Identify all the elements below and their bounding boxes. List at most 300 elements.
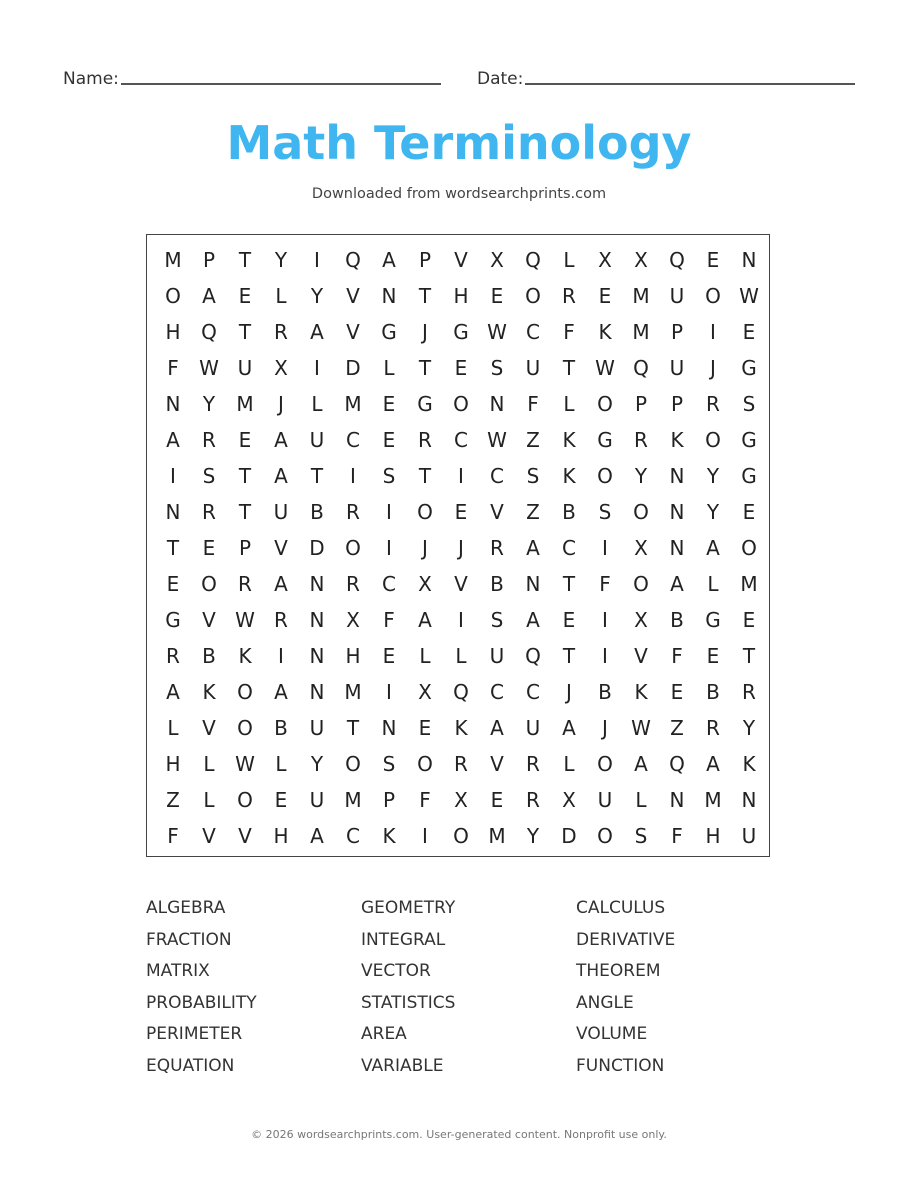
grid-letter[interactable]: U bbox=[237, 356, 253, 380]
grid-letter[interactable]: K bbox=[742, 752, 756, 776]
grid-letter[interactable]: L bbox=[383, 356, 395, 380]
grid-letter[interactable]: A bbox=[274, 464, 288, 488]
grid-letter[interactable]: N bbox=[309, 608, 325, 632]
grid-letter[interactable]: L bbox=[275, 284, 287, 308]
grid-letter[interactable]: V bbox=[202, 824, 216, 848]
grid-letter[interactable]: O bbox=[705, 284, 721, 308]
grid-letter[interactable]: N bbox=[165, 500, 181, 524]
grid-letter[interactable]: N bbox=[669, 788, 685, 812]
grid-letter[interactable]: J bbox=[602, 716, 608, 740]
grid-letter[interactable]: R bbox=[562, 284, 576, 308]
grid-letter[interactable]: V bbox=[490, 500, 504, 524]
grid-letter[interactable]: G bbox=[741, 428, 757, 452]
grid-letter[interactable]: E bbox=[454, 356, 468, 380]
grid-letter[interactable]: H bbox=[165, 752, 181, 776]
grid-letter[interactable]: R bbox=[346, 500, 360, 524]
grid-letter[interactable]: E bbox=[742, 320, 756, 344]
grid-letter[interactable]: P bbox=[418, 248, 432, 272]
grid-letter[interactable]: A bbox=[562, 716, 576, 740]
grid-letter[interactable]: M bbox=[344, 392, 362, 416]
grid-letter[interactable]: O bbox=[417, 752, 433, 776]
grid-letter[interactable]: Q bbox=[201, 320, 217, 344]
grid-letter[interactable]: H bbox=[273, 824, 289, 848]
grid-letter[interactable]: A bbox=[706, 752, 720, 776]
grid-letter[interactable]: X bbox=[562, 788, 576, 812]
grid-letter[interactable]: F bbox=[671, 824, 683, 848]
grid-letter[interactable]: W bbox=[235, 752, 255, 776]
grid-letter[interactable]: V bbox=[634, 644, 648, 668]
grid-letter[interactable]: N bbox=[525, 572, 541, 596]
grid-letter[interactable]: R bbox=[706, 392, 720, 416]
grid-letter[interactable]: Y bbox=[202, 392, 216, 416]
grid-letter[interactable]: R bbox=[526, 752, 540, 776]
grid-letter[interactable]: I bbox=[314, 356, 320, 380]
grid-letter[interactable]: E bbox=[238, 284, 252, 308]
grid-letter[interactable]: E bbox=[238, 428, 252, 452]
grid-letter[interactable]: R bbox=[202, 500, 216, 524]
grid-letter[interactable]: E bbox=[166, 572, 180, 596]
grid-letter[interactable]: C bbox=[454, 428, 468, 452]
grid-letter[interactable]: P bbox=[238, 536, 252, 560]
grid-letter[interactable]: T bbox=[562, 572, 576, 596]
grid-letter[interactable]: S bbox=[598, 500, 612, 524]
grid-letter[interactable]: Y bbox=[742, 716, 756, 740]
grid-letter[interactable]: A bbox=[166, 428, 180, 452]
grid-letter[interactable]: E bbox=[490, 284, 504, 308]
grid-letter[interactable]: D bbox=[345, 356, 361, 380]
grid-letter[interactable]: M bbox=[488, 824, 506, 848]
grid-letter[interactable]: A bbox=[382, 248, 396, 272]
grid-letter[interactable]: Z bbox=[526, 428, 540, 452]
grid-letter[interactable]: A bbox=[202, 284, 216, 308]
grid-letter[interactable]: X bbox=[490, 248, 504, 272]
word-list-item: ANGLE bbox=[576, 992, 634, 1013]
grid-letter[interactable]: Z bbox=[670, 716, 684, 740]
grid-letter[interactable]: K bbox=[562, 464, 576, 488]
grid-letter[interactable]: H bbox=[345, 644, 361, 668]
grid-letter[interactable]: B bbox=[310, 500, 324, 524]
grid-letter[interactable]: K bbox=[634, 680, 648, 704]
grid-row bbox=[155, 350, 767, 386]
grid-letter[interactable]: E bbox=[706, 248, 720, 272]
grid-letter[interactable]: V bbox=[238, 824, 252, 848]
grid-letter[interactable]: Y bbox=[634, 464, 648, 488]
grid-letter[interactable]: E bbox=[418, 716, 432, 740]
grid-letter[interactable]: C bbox=[346, 824, 360, 848]
grid-letter[interactable]: V bbox=[346, 284, 360, 308]
grid-letter[interactable]: N bbox=[669, 500, 685, 524]
grid-letter[interactable]: N bbox=[309, 680, 325, 704]
grid-row bbox=[155, 818, 767, 854]
grid-letter[interactable]: F bbox=[599, 572, 611, 596]
grid-letter[interactable]: Z bbox=[166, 788, 180, 812]
grid-letter[interactable]: G bbox=[741, 464, 757, 488]
grid-letter[interactable]: S bbox=[382, 464, 396, 488]
grid-letter[interactable]: M bbox=[344, 680, 362, 704]
grid-letter[interactable]: I bbox=[602, 608, 608, 632]
grid-letter[interactable]: S bbox=[382, 752, 396, 776]
grid-letter[interactable]: A bbox=[526, 536, 540, 560]
grid-letter[interactable]: A bbox=[310, 320, 324, 344]
grid-letter[interactable]: V bbox=[274, 536, 288, 560]
grid-letter[interactable]: B bbox=[202, 644, 216, 668]
date-field[interactable] bbox=[525, 83, 855, 85]
grid-letter[interactable]: L bbox=[203, 752, 215, 776]
grid-letter[interactable]: K bbox=[598, 320, 612, 344]
grid-row bbox=[155, 638, 767, 674]
grid-letter[interactable]: O bbox=[165, 284, 181, 308]
grid-letter[interactable]: W bbox=[487, 320, 507, 344]
grid-letter[interactable]: G bbox=[705, 608, 721, 632]
grid-letter[interactable]: R bbox=[202, 428, 216, 452]
grid-letter[interactable]: E bbox=[382, 644, 396, 668]
grid-letter[interactable]: X bbox=[634, 608, 648, 632]
grid-letter[interactable]: R bbox=[238, 572, 252, 596]
grid-letter[interactable]: O bbox=[741, 536, 757, 560]
grid-letter[interactable]: S bbox=[490, 356, 504, 380]
grid-letter[interactable]: Q bbox=[669, 752, 685, 776]
grid-letter[interactable]: O bbox=[237, 716, 253, 740]
grid-letter[interactable]: P bbox=[382, 788, 396, 812]
grid-letter[interactable]: L bbox=[635, 788, 647, 812]
grid-letter[interactable]: X bbox=[418, 680, 432, 704]
grid-letter[interactable]: W bbox=[595, 356, 615, 380]
grid-letter[interactable]: P bbox=[634, 392, 648, 416]
grid-letter[interactable]: V bbox=[346, 320, 360, 344]
grid-letter[interactable]: Q bbox=[633, 356, 649, 380]
grid-letter[interactable]: E bbox=[742, 608, 756, 632]
grid-letter[interactable]: I bbox=[386, 680, 392, 704]
grid-letter[interactable]: O bbox=[237, 788, 253, 812]
grid-letter[interactable]: C bbox=[346, 428, 360, 452]
grid-letter[interactable]: R bbox=[274, 608, 288, 632]
grid-row bbox=[155, 314, 767, 350]
grid-letter[interactable]: R bbox=[274, 320, 288, 344]
grid-letter[interactable]: C bbox=[562, 536, 576, 560]
grid-letter[interactable]: E bbox=[274, 788, 288, 812]
grid-letter[interactable]: G bbox=[381, 320, 397, 344]
grid-row bbox=[155, 674, 767, 710]
grid-letter[interactable]: F bbox=[671, 644, 683, 668]
grid-letter[interactable]: X bbox=[274, 356, 288, 380]
grid-letter[interactable]: J bbox=[422, 320, 428, 344]
name-field[interactable] bbox=[121, 83, 441, 85]
grid-letter[interactable]: J bbox=[710, 356, 716, 380]
grid-letter[interactable]: V bbox=[454, 248, 468, 272]
grid-letter[interactable]: K bbox=[562, 428, 576, 452]
grid-letter[interactable]: I bbox=[386, 500, 392, 524]
grid-letter[interactable]: O bbox=[633, 500, 649, 524]
grid-letter[interactable]: R bbox=[166, 644, 180, 668]
grid-letter[interactable]: T bbox=[238, 464, 252, 488]
grid-letter[interactable]: N bbox=[489, 392, 505, 416]
grid-letter[interactable]: I bbox=[458, 464, 464, 488]
grid-letter[interactable]: I bbox=[458, 608, 464, 632]
grid-letter[interactable]: J bbox=[458, 536, 464, 560]
grid-letter[interactable]: I bbox=[602, 644, 608, 668]
grid-letter[interactable]: U bbox=[597, 788, 613, 812]
grid-letter[interactable]: T bbox=[562, 356, 576, 380]
grid-letter[interactable]: H bbox=[165, 320, 181, 344]
grid-letter[interactable]: A bbox=[166, 680, 180, 704]
grid-letter[interactable]: Y bbox=[310, 284, 324, 308]
grid-letter[interactable]: K bbox=[454, 716, 468, 740]
grid-letter[interactable]: K bbox=[382, 824, 396, 848]
grid-letter[interactable]: W bbox=[487, 428, 507, 452]
grid-letter[interactable]: K bbox=[202, 680, 216, 704]
grid-letter[interactable]: R bbox=[706, 716, 720, 740]
grid-letter[interactable]: O bbox=[453, 392, 469, 416]
grid-letter[interactable]: X bbox=[634, 536, 648, 560]
grid-letter[interactable]: B bbox=[670, 608, 684, 632]
grid-letter[interactable]: M bbox=[632, 320, 650, 344]
grid-row bbox=[155, 782, 767, 818]
grid-letter[interactable]: E bbox=[562, 608, 576, 632]
grid-letter[interactable]: H bbox=[705, 824, 721, 848]
grid-letter[interactable]: Q bbox=[525, 644, 541, 668]
grid-letter[interactable]: E bbox=[742, 500, 756, 524]
grid-letter[interactable]: C bbox=[526, 680, 540, 704]
grid-letter[interactable]: Y bbox=[706, 464, 720, 488]
grid-letter[interactable]: R bbox=[454, 752, 468, 776]
grid-letter[interactable]: E bbox=[706, 644, 720, 668]
grid-letter[interactable]: S bbox=[490, 608, 504, 632]
grid-letter[interactable]: E bbox=[454, 500, 468, 524]
grid-letter[interactable]: K bbox=[670, 428, 684, 452]
grid-letter[interactable]: A bbox=[526, 608, 540, 632]
grid-letter[interactable]: O bbox=[345, 752, 361, 776]
grid-letter[interactable]: T bbox=[238, 500, 252, 524]
grid-letter[interactable]: S bbox=[742, 392, 756, 416]
grid-letter[interactable]: O bbox=[597, 392, 613, 416]
grid-letter[interactable]: V bbox=[202, 608, 216, 632]
grid-letter[interactable]: L bbox=[311, 392, 323, 416]
grid-letter[interactable]: N bbox=[381, 716, 397, 740]
grid-letter[interactable]: C bbox=[526, 320, 540, 344]
grid-letter[interactable]: M bbox=[344, 788, 362, 812]
grid-letter[interactable]: Y bbox=[274, 248, 288, 272]
grid-letter[interactable]: L bbox=[167, 716, 179, 740]
grid-letter[interactable]: R bbox=[418, 428, 432, 452]
grid-letter[interactable]: P bbox=[670, 392, 684, 416]
grid-letter[interactable]: S bbox=[526, 464, 540, 488]
grid-letter[interactable]: E bbox=[670, 680, 684, 704]
grid-letter[interactable]: N bbox=[381, 284, 397, 308]
grid-letter[interactable]: Y bbox=[526, 824, 540, 848]
grid-letter[interactable]: E bbox=[598, 284, 612, 308]
grid-letter[interactable]: P bbox=[202, 248, 216, 272]
grid-letter[interactable]: S bbox=[202, 464, 216, 488]
grid-letter[interactable]: F bbox=[167, 824, 179, 848]
grid-letter[interactable]: L bbox=[419, 644, 431, 668]
grid-letter[interactable]: B bbox=[598, 680, 612, 704]
grid-letter[interactable]: F bbox=[527, 392, 539, 416]
grid-letter[interactable]: I bbox=[710, 320, 716, 344]
grid-letter[interactable]: W bbox=[235, 608, 255, 632]
grid-letter[interactable]: Y bbox=[310, 752, 324, 776]
grid-letter[interactable]: A bbox=[634, 752, 648, 776]
grid-letter[interactable]: N bbox=[741, 248, 757, 272]
grid-letter[interactable]: I bbox=[602, 536, 608, 560]
grid-letter[interactable]: W bbox=[199, 356, 219, 380]
grid-letter[interactable]: N bbox=[309, 644, 325, 668]
grid-letter[interactable]: I bbox=[278, 644, 284, 668]
grid-letter[interactable]: A bbox=[670, 572, 684, 596]
grid-letter[interactable]: U bbox=[309, 716, 325, 740]
grid-letter[interactable]: O bbox=[417, 500, 433, 524]
grid-letter[interactable]: X bbox=[598, 248, 612, 272]
grid-letter[interactable]: O bbox=[525, 284, 541, 308]
grid-letter[interactable]: B bbox=[490, 572, 504, 596]
grid-letter[interactable]: T bbox=[418, 356, 432, 380]
grid-letter[interactable]: A bbox=[310, 824, 324, 848]
grid-letter[interactable]: G bbox=[165, 608, 181, 632]
grid-letter[interactable]: T bbox=[742, 644, 756, 668]
grid-letter[interactable]: T bbox=[346, 716, 360, 740]
grid-letter[interactable]: O bbox=[453, 824, 469, 848]
word-list-item: PROBABILITY bbox=[146, 992, 257, 1013]
grid-letter[interactable]: M bbox=[740, 572, 758, 596]
grid-letter[interactable]: T bbox=[418, 284, 432, 308]
grid-letter[interactable]: X bbox=[418, 572, 432, 596]
grid-letter[interactable]: F bbox=[383, 608, 395, 632]
grid-letter[interactable]: J bbox=[422, 536, 428, 560]
grid-letter[interactable]: U bbox=[525, 356, 541, 380]
grid-letter[interactable]: R bbox=[346, 572, 360, 596]
grid-letter[interactable]: L bbox=[707, 572, 719, 596]
grid-letter[interactable]: Z bbox=[526, 500, 540, 524]
grid-letter[interactable]: F bbox=[167, 356, 179, 380]
grid-letter[interactable]: L bbox=[563, 248, 575, 272]
grid-letter[interactable]: U bbox=[309, 428, 325, 452]
grid-letter[interactable]: M bbox=[632, 284, 650, 308]
grid-letter[interactable]: N bbox=[669, 536, 685, 560]
grid-letter[interactable]: Y bbox=[706, 500, 720, 524]
grid-letter[interactable]: G bbox=[417, 392, 433, 416]
grid-letter[interactable]: I bbox=[314, 248, 320, 272]
grid-letter[interactable]: E bbox=[490, 788, 504, 812]
grid-letter[interactable]: X bbox=[634, 248, 648, 272]
grid-letter[interactable]: M bbox=[704, 788, 722, 812]
grid-letter[interactable]: A bbox=[274, 572, 288, 596]
grid-letter[interactable]: A bbox=[418, 608, 432, 632]
grid-letter[interactable]: N bbox=[309, 572, 325, 596]
grid-letter[interactable]: Q bbox=[453, 680, 469, 704]
grid-letter[interactable]: T bbox=[238, 320, 252, 344]
grid-letter[interactable]: O bbox=[201, 572, 217, 596]
grid-letter[interactable]: A bbox=[706, 536, 720, 560]
grid-letter[interactable]: Q bbox=[525, 248, 541, 272]
grid-letter[interactable]: T bbox=[238, 248, 252, 272]
grid-letter[interactable]: P bbox=[670, 320, 684, 344]
grid-letter[interactable]: G bbox=[453, 320, 469, 344]
grid-letter[interactable]: U bbox=[489, 644, 505, 668]
grid-letter[interactable]: A bbox=[274, 428, 288, 452]
grid-letter[interactable]: V bbox=[490, 752, 504, 776]
grid-letter[interactable]: G bbox=[597, 428, 613, 452]
grid-letter[interactable]: O bbox=[597, 752, 613, 776]
grid-letter[interactable]: M bbox=[164, 248, 182, 272]
grid-letter[interactable]: J bbox=[278, 392, 284, 416]
grid-letter[interactable]: U bbox=[669, 284, 685, 308]
grid-letter[interactable]: X bbox=[454, 788, 468, 812]
grid-letter[interactable]: K bbox=[238, 644, 252, 668]
grid-letter[interactable]: Q bbox=[345, 248, 361, 272]
grid-letter[interactable]: U bbox=[525, 716, 541, 740]
grid-letter[interactable]: O bbox=[345, 536, 361, 560]
grid-letter[interactable]: H bbox=[453, 284, 469, 308]
grid-letter[interactable]: I bbox=[386, 536, 392, 560]
grid-letter[interactable]: I bbox=[422, 824, 428, 848]
grid-letter[interactable]: F bbox=[563, 320, 575, 344]
grid-letter[interactable]: R bbox=[490, 536, 504, 560]
grid-letter[interactable]: W bbox=[739, 284, 759, 308]
grid-letter[interactable]: E bbox=[202, 536, 216, 560]
grid-letter[interactable]: B bbox=[274, 716, 288, 740]
grid-letter[interactable]: I bbox=[350, 464, 356, 488]
grid-letter[interactable]: Q bbox=[669, 248, 685, 272]
grid-letter[interactable]: U bbox=[273, 500, 289, 524]
grid-letter[interactable]: X bbox=[346, 608, 360, 632]
grid-letter[interactable]: T bbox=[166, 536, 180, 560]
grid-letter[interactable]: N bbox=[165, 392, 181, 416]
grid-letter[interactable]: O bbox=[597, 464, 613, 488]
grid-letter[interactable]: O bbox=[597, 824, 613, 848]
grid-letter[interactable]: R bbox=[526, 788, 540, 812]
grid-letter[interactable]: D bbox=[561, 824, 577, 848]
grid-letter[interactable]: R bbox=[742, 680, 756, 704]
grid-letter[interactable]: L bbox=[563, 752, 575, 776]
grid-letter[interactable]: C bbox=[490, 464, 504, 488]
grid-letter[interactable]: V bbox=[454, 572, 468, 596]
grid-letter[interactable]: B bbox=[706, 680, 720, 704]
name-label: Name: bbox=[63, 69, 119, 89]
grid-letter[interactable]: N bbox=[669, 464, 685, 488]
grid-letter[interactable]: G bbox=[741, 356, 757, 380]
grid-letter[interactable]: L bbox=[275, 752, 287, 776]
grid-letter[interactable]: T bbox=[310, 464, 324, 488]
grid-letter[interactable]: D bbox=[309, 536, 325, 560]
grid-letter[interactable]: A bbox=[274, 680, 288, 704]
grid-letter[interactable]: W bbox=[631, 716, 651, 740]
grid-letter[interactable]: E bbox=[382, 428, 396, 452]
grid-letter[interactable]: I bbox=[170, 464, 176, 488]
grid-letter[interactable]: T bbox=[562, 644, 576, 668]
grid-letter[interactable]: M bbox=[236, 392, 254, 416]
grid-letter[interactable]: U bbox=[669, 356, 685, 380]
grid-letter[interactable]: J bbox=[566, 680, 572, 704]
grid-letter[interactable]: V bbox=[202, 716, 216, 740]
grid-letter[interactable]: T bbox=[418, 464, 432, 488]
grid-letter[interactable]: O bbox=[633, 572, 649, 596]
grid-letter[interactable]: L bbox=[563, 392, 575, 416]
grid-letter[interactable]: A bbox=[490, 716, 504, 740]
grid-letter[interactable]: O bbox=[705, 428, 721, 452]
grid-letter[interactable]: U bbox=[741, 824, 757, 848]
grid-letter[interactable]: F bbox=[419, 788, 431, 812]
grid-letter[interactable]: S bbox=[634, 824, 648, 848]
grid-letter[interactable]: U bbox=[309, 788, 325, 812]
grid-letter[interactable]: B bbox=[562, 500, 576, 524]
grid-letter[interactable]: R bbox=[634, 428, 648, 452]
grid-letter[interactable]: C bbox=[382, 572, 396, 596]
grid-letter[interactable]: C bbox=[490, 680, 504, 704]
grid-letter[interactable]: E bbox=[382, 392, 396, 416]
grid-letter[interactable]: O bbox=[237, 680, 253, 704]
grid-letter[interactable]: L bbox=[203, 788, 215, 812]
grid-letter[interactable]: L bbox=[455, 644, 467, 668]
grid-letter[interactable]: N bbox=[741, 788, 757, 812]
